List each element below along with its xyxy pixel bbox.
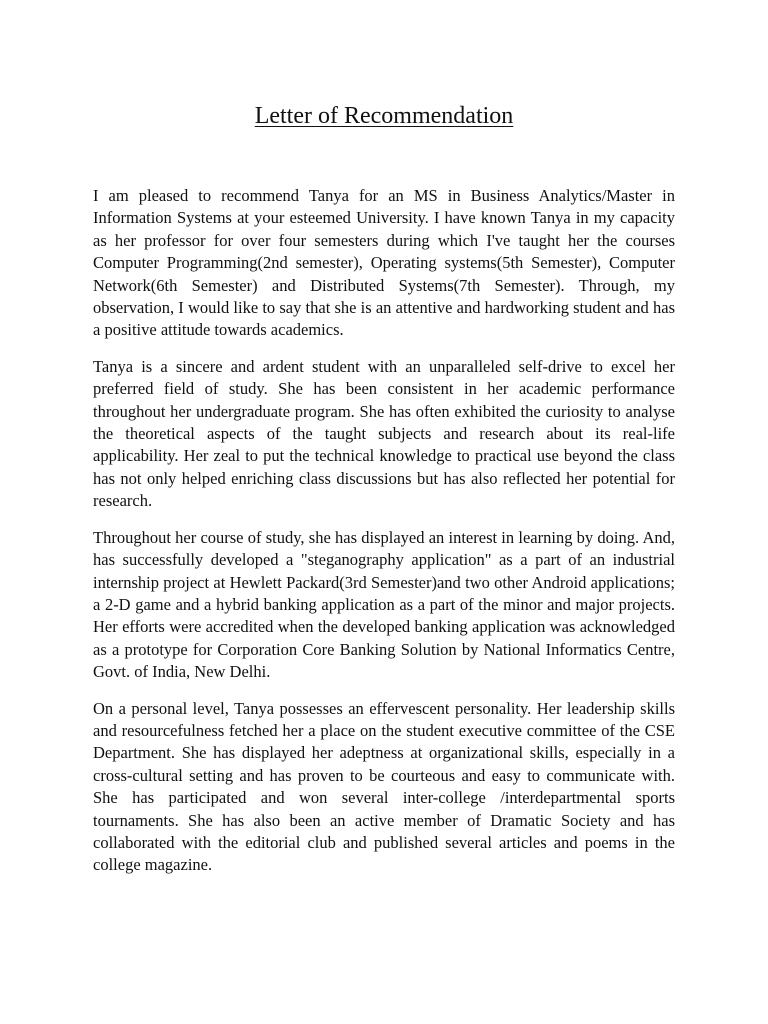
paragraph-projects: Throughout her course of study, she has displayed an interest in learning by doing. And, has successfully developed a "steganography application" as a part of an industrial internship project at Hewlett Packard(3rd Semester)and two other Android applications; a 2-D game and a hybrid banking application as a part of the minor and major projects. Her efforts were accredited when the developed banking application was acknowledged as a prototype for Corporation Core Banking Solution by National Informatics Centre, Govt. of India, New Delhi. (93, 527, 675, 682)
paragraph-academic-traits: Tanya is a sincere and ardent student with an unparalleled self-drive to excel her preferred field of study. She has been consistent in her academic performance throughout her undergraduate program. She has often exhibited the curiosity to analyse the theoretical aspects of the taught subjects and research about its real-life applicability. Her zeal to put the technical knowledge to practical use beyond the class has not only helped enriching class discussions but has also reflected her potential for research. (93, 356, 675, 511)
paragraph-introduction: I am pleased to recommend Tanya for an MS in Business Analytics/Master in Information Systems at your esteemed University. I have known Tanya in my capacity as her professor for over four semesters during which I've taught her the courses Computer Programming(2nd semester), Operating systems(5th Semester), Computer Network(6th Semester) and Distributed Systems(7th Semester). Through, my observation, I would like to say that she is an attentive and hardworking student and has a positive attitude towards academics. (93, 186, 675, 340)
letter-body (93, 185, 675, 891)
paragraph-personal-qualities: On a personal level, Tanya possesses an effervescent personality. Her leadership skills and resourcefulness fetched her a place on the student executive committee of the CSE Department. She has displayed her adeptness at organizational skills, especially in a cross-cultural setting and has proven to be courteous and easy to communicate with. She has participated and won several inter-college /interdepartmental sports tournaments. She has also been an active member of Dramatic Society and has collaborated with the editorial club and published several articles and poems in the college magazine. (93, 698, 675, 875)
letter-title: Letter of Recommendation (254, 103, 514, 129)
